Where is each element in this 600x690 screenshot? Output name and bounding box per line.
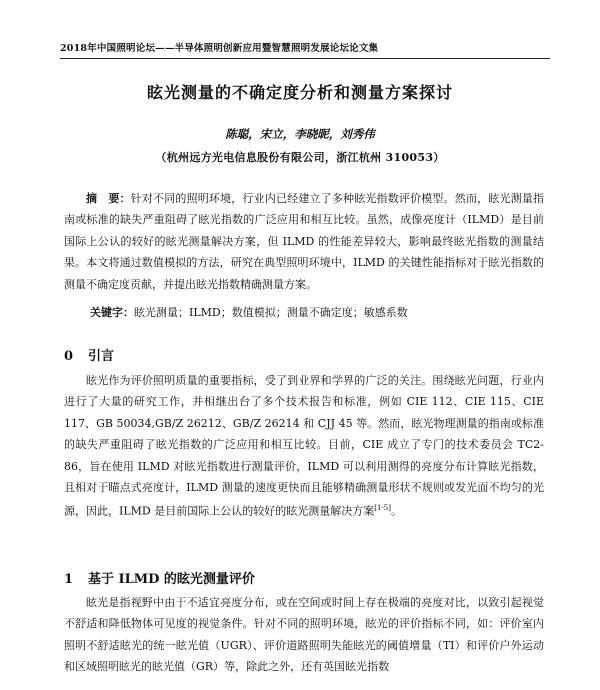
section-1-title: 基于 ILMD 的眩光测量评价 bbox=[88, 572, 255, 587]
section-1-paragraph bbox=[64, 592, 544, 678]
citation: [1-5] bbox=[374, 504, 391, 513]
section-0-end: 。 bbox=[390, 505, 402, 519]
keywords bbox=[90, 304, 550, 320]
section-0-text: 眩光作为评价照明质量的重要指标，受了到业界和学界的广泛的关注。围绕眩光问题，行业内进行了大量的研究工作，并相继出台了多个技术报告和标准，例如 CIE 112、CIE 115、CIE 117、GB 50034,GB/Z 26212、GB/Z 26214 和 CJJ 45 等。然而，眩光物理测量的指南或标准的缺失严重阻碍了眩光指数的广泛应用和相互比较。目前，CIE 成立了专门的技术委员会 TC2-86，旨在使用 ILMD 对眩光指数进行测量评价，ILMD 可以利用测得的亮度分布计算眩光指数，且相对于瞄点式亮度计，ILMD 测量的速度更快而且能够精确测量形状不规则或发光面不均匀的光源，因此，ILMD 是目前国际上公认的较好的眩光测量解决方案 bbox=[64, 374, 544, 519]
section-0-title: 引言 bbox=[88, 349, 115, 364]
section-1-text: 眩光是指视野中由于不适宜亮度分布，或在空间或时间上存在极端的亮度对比，以致引起视觉不舒适和降低物体可见度的视觉条件。针对不同的照明环境，眩光的评价指标不同，如：评价室内照明不舒适眩光的统一眩光值（UGR）、评价道路照明失能眩光的阈值增量（TI）和评价户外运动和区域照明眩光的眩光值（GR）等，除此之外，还有英国眩光指数 bbox=[64, 596, 544, 674]
running-head: 2018年中国照明论坛——半导体照明创新应用暨智慧照明发展论坛论文集 bbox=[60, 40, 550, 59]
section-0-number: 0 bbox=[64, 349, 74, 364]
section-1-number: 1 bbox=[64, 572, 74, 587]
section-1-body bbox=[64, 592, 544, 678]
abstract-paragraph bbox=[64, 188, 544, 295]
section-0-heading bbox=[64, 345, 114, 364]
abstract-text: 针对不同的照明环境，行业内已经建立了多种眩光指数评价模型。然而，眩光测量指南或标准的缺失严重阻碍了眩光指数的广泛应用和相互比较。虽然，成像亮度计（ILMD）是目前国际上公认的较好的眩光测量解决方案，但 ILMD 的性能差异较大，影响最终眩光指数的测量结果。本文将通过数值模拟的方法，研究在典型照明环境中，ILMD 的关键性能指标对于眩光指数的测量不确定度贡献，并提出眩光指数精确测量方案。 bbox=[64, 192, 545, 291]
abstract bbox=[64, 188, 544, 295]
keywords-text: 眩光测量；ILMD；数值模拟；测量不确定度；敏感系数 bbox=[134, 306, 408, 319]
abstract-label: 摘 要： bbox=[86, 192, 131, 205]
author-list: 陈聪，宋立，李晓昵，刘秀伟 bbox=[225, 127, 375, 141]
paper-title: 眩光测量的不确定度分析和测量方案探讨 bbox=[146, 83, 453, 102]
section-1-heading bbox=[64, 568, 255, 587]
affiliation: （杭州远方光电信息股份有限公司，浙江杭州 310053） bbox=[155, 151, 445, 164]
section-0-body bbox=[64, 370, 544, 523]
section-0-paragraph bbox=[64, 370, 544, 523]
keywords-label: 关键字： bbox=[90, 306, 134, 319]
